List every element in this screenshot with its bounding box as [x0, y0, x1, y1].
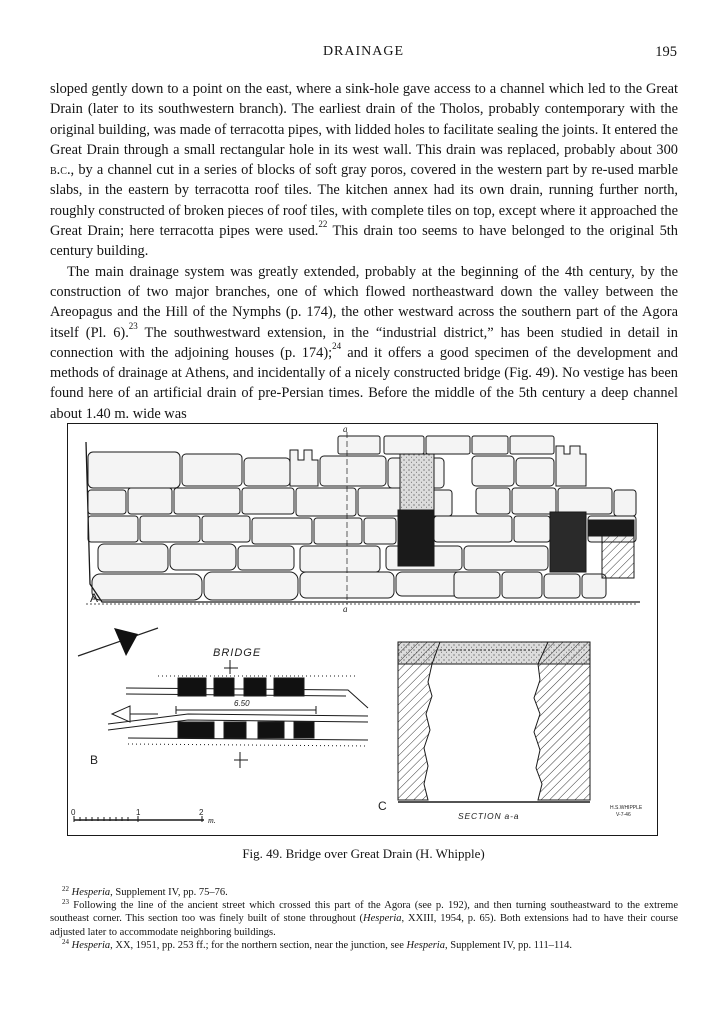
signature-date: V-7-46	[616, 812, 631, 818]
footnote: $^{22}$ Hesperia, Supplement IV, pp. 75–76.	[62, 885, 228, 898]
signature-name: H.S.WHIPPLE	[610, 805, 643, 811]
section-marker-top: a	[343, 424, 348, 434]
panel-c-label: C	[378, 799, 387, 813]
footnotes	[50, 886, 678, 952]
figure-caption: Fig. 49. Bridge over Great Drain (H. Whipple)	[242, 846, 485, 861]
panel-c-section	[398, 642, 590, 802]
footnote-ref: 23	[128, 320, 138, 331]
running-title: DRAINAGE	[322, 44, 405, 59]
page-number: 195	[655, 44, 677, 60]
section-label: SECTION a-a	[458, 811, 520, 821]
footnote: $^{24}$ Hesperia, XX, 1951, pp. 253 ff.; for the northern section, near the junction, see Hesperia, Supplement IV, pp. 111–114.	[62, 937, 572, 951]
scale-start: 0	[71, 808, 76, 817]
panel-a-label: A	[90, 591, 99, 605]
footnote-ref: 24	[332, 340, 342, 351]
scale-end: 2	[199, 808, 204, 817]
body-text	[50, 79, 678, 424]
footnote-ref: 22	[318, 219, 328, 230]
bridge-title: BRIDGE	[213, 647, 262, 659]
scale-unit: m.	[208, 816, 216, 825]
paragraph: The main drainage system was greatly extended, probably at the beginning of the 4th century, by the construction of two major branches, one of which flowed northeastward down the valley between the Areopagus and the Hill of the Nymphs (p. 174), the other westward across the southern part of the Agora itself (Pl. 6).$^{23}$ The southwestward extension, in the “industrial district,” has been studied in detail in connection with the adjoining houses (p. 174);$^{24}$ and it offers a good specimen of the development and methods of drainage at Athens, and incidentally of a nicely constructed bridge (Fig. 49). No vestige has been found here of an artificial drain of pre-Persian times. Before the middle of the 5th century a deep channel about 1.40 m. wide was	[50, 263, 678, 422]
scale-mid: 1	[136, 808, 141, 817]
panel-a-elevation	[86, 432, 640, 604]
figure-49	[67, 423, 658, 836]
north-arrow-icon	[78, 628, 158, 656]
footnote: $^{23}$ Following the line of the ancient street which crossed this part of the Agora (see p. 192), and then turning southeastward to the extreme southeast corner. This section too was finely built of stone throughout (Hesperia, XXIII, 1954, p. 65). Both extensions had to have their course adjusted later to accommodate neighboring buildings.	[50, 898, 678, 938]
panel-b-plan	[108, 660, 368, 768]
paragraph: sloped gently down to a point on the east, where a sink-hole gave access to a channel which led to the Great Drain (later to its southwestern branch). The earliest drain of the Tholos, probably contemporary with the original building, was made of terracotta pipes, with lidded holes to facilitate sealing the joints. It entered the Great Drain through a small rectangular hole in its west wall. This drain was replaced, probably about 300 b.c., by a channel cut in a series of blocks of soft gray poros, covered in the western part by re-used marble slabs, in the eastern by terracotta roof tiles. The kitchen annex had its own drain, running further north, roughly constructed of broken pieces of roof tiles, with complete tiles on top, except where it approached the Great Drain; here terracotta pipes were used.$^{22}$ This drain too seems to have belonged to the original 5th century building.	[50, 81, 678, 260]
bridge-drawing	[68, 424, 656, 834]
panel-b-label: B	[90, 753, 99, 767]
section-marker-bottom: a	[343, 604, 348, 614]
running-header	[50, 44, 677, 64]
bridge-dimension: 6.50	[234, 699, 250, 708]
